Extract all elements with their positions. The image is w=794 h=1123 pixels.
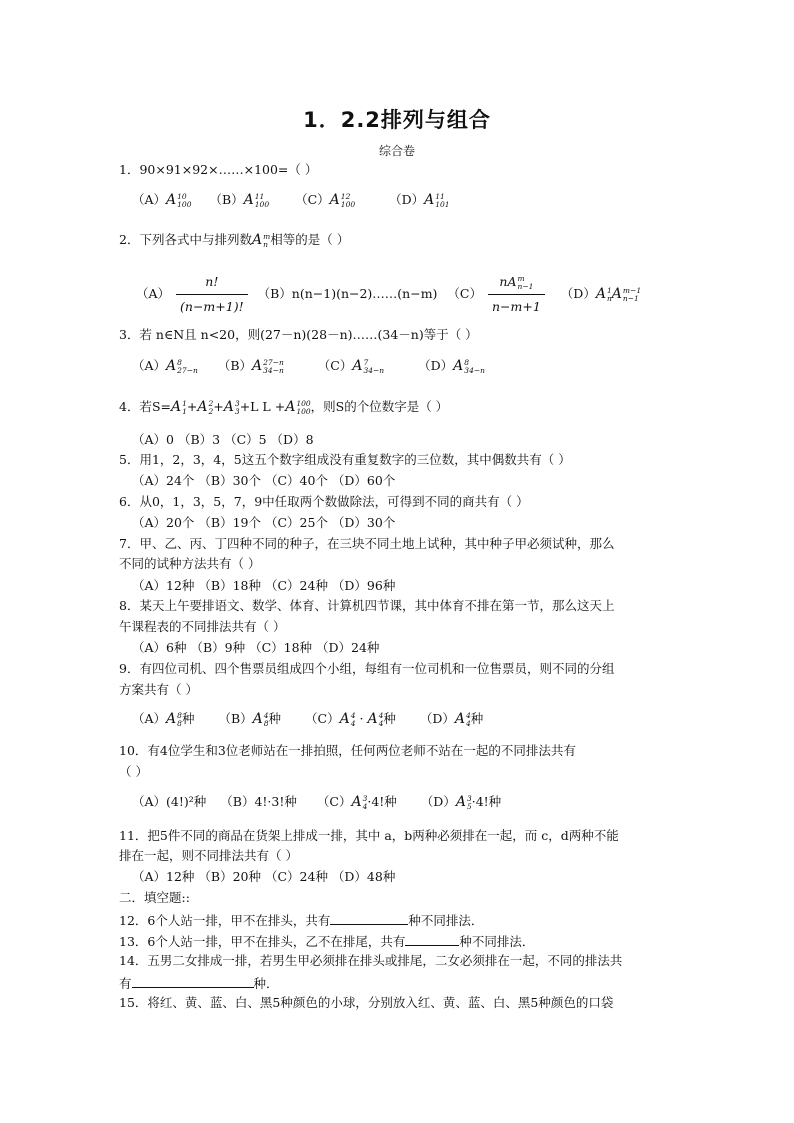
question-7-options: （A）12种 （B）18种 （C）24种 （D）96种 bbox=[132, 578, 396, 593]
question-3-options bbox=[132, 357, 485, 375]
q9-option-c: （C）A 4 4 · A 4 4 种 bbox=[305, 710, 396, 728]
q9-option-b: （B）A 4 8 种 bbox=[218, 710, 282, 728]
question-15-line1: 15．将红、黄、蓝、白、黑5种颜色的小球，分别放入红、黄、蓝、白、黑5种颜色的口袋 bbox=[119, 995, 614, 1010]
question-12: 12．6个人站一排，甲不在排头，共有 种不同排法． bbox=[119, 913, 484, 928]
q1-option-c: （C）A 12 100 bbox=[295, 191, 356, 209]
q1-option-b: （B）A 11 100 bbox=[209, 191, 270, 209]
q9-option-d: （D）A 4 4 种 bbox=[419, 710, 484, 728]
q1-option-a: （A）A 10 100 bbox=[132, 191, 192, 209]
question-5-options: （A）24个 （B）30个 （C）40个 （D）60个 bbox=[132, 473, 396, 488]
question-2-options bbox=[136, 272, 641, 317]
question-2-stem: 2．下列各式中与排列数A m n 相等的是（ ） bbox=[119, 231, 350, 249]
question-10-options bbox=[132, 793, 501, 811]
q3-option-b: （B）A 27−n 34−n bbox=[217, 357, 284, 375]
question-7-stem-line2: 不同的试种方法共有（ ） bbox=[119, 556, 261, 571]
question-6-stem: 6．从0，1，3，5，7，9中任取两个数做除法，可得到不同的商共有（ ） bbox=[119, 494, 529, 509]
question-8-stem-line2: 午课程表的不同排法共有（ ） bbox=[119, 619, 286, 634]
question-11-stem-line2: 排在一起，则不同排法共有（ ） bbox=[119, 848, 298, 863]
question-9-stem-line2: 方案共有（ ） bbox=[119, 682, 198, 697]
question-7-stem-line1: 7．甲、乙、丙、丁四种不同的种子，在三块不同土地上试种，其中种子甲必须试种，那么 bbox=[119, 536, 615, 551]
section-fill-in-heading: 二．填空题:: bbox=[119, 890, 190, 905]
question-1-options bbox=[132, 191, 450, 209]
page-title: 1．2.2排列与组合 bbox=[303, 108, 491, 132]
question-8-options: （A）6种 （B）9种 （C）18种 （D）24种 bbox=[132, 640, 380, 655]
q2-option-b: （B）n(n−1)(n−2)……(n−m) bbox=[257, 286, 438, 301]
q1-option-d: （D）A 11 101 bbox=[389, 191, 450, 209]
q13-answer-blank[interactable] bbox=[405, 932, 459, 946]
question-10-stem-line2: （ ） bbox=[119, 764, 148, 779]
q2-option-a: （A） $\frac{n!}{(n-m+1)!}$ bbox=[136, 272, 254, 317]
question-1-stem: 1．90×91×92×……×100=（ ） bbox=[119, 162, 318, 177]
q10-option-c: （C）A 3 4 ·4!种 bbox=[316, 793, 397, 811]
page-subtitle: 综合卷 bbox=[378, 144, 415, 158]
question-5-stem: 5．用1，2，3，4，5这五个数字组成没有重复数字的三位数，其中偶数共有（ ） bbox=[119, 452, 571, 467]
question-4-stem: 4．若S=A 1 1 +A 2 2 +A 3 3 +L L +A 100 100 ，则S的个位数字是（ ） bbox=[119, 398, 449, 416]
question-4-options: （A）0 （B）3 （C）5 （D）8 bbox=[132, 432, 314, 447]
q10-option-a: （A）(4!)²种 bbox=[132, 794, 207, 809]
question-14-line1: 14．五男二女排成一排，若男生甲必须排在排头或排尾，二女必须排在一起，不同的排法共 bbox=[119, 953, 623, 968]
question-10-stem-line1: 10．有4位学生和3位老师站在一排拍照，任何两位老师不站在一起的不同排法共有 bbox=[119, 743, 576, 758]
question-9-options bbox=[132, 710, 483, 728]
q14-answer-blank[interactable] bbox=[132, 974, 254, 988]
q12-answer-blank[interactable] bbox=[330, 911, 408, 925]
question-14-line2: 有 种． bbox=[119, 976, 279, 991]
q3-option-c: （C）A 7 34−n bbox=[317, 357, 385, 375]
question-11-options: （A）12种 （B）20种 （C）24种 （D）48种 bbox=[132, 869, 396, 884]
question-13: 13．6个人站一排，甲不在排头，乙不在排尾，共有 种不同排法． bbox=[119, 934, 535, 949]
q2-option-d: （D）A 1 n A m−1 n−1 bbox=[560, 285, 642, 303]
q3-option-a: （A）A 8 27−n bbox=[132, 357, 198, 375]
question-3-stem: 3．若 n∈N且 n<20，则(27－n)(28－n)……(34－n)等于（ ） bbox=[119, 327, 478, 342]
q3-option-d: （D）A 8 34−n bbox=[418, 357, 485, 375]
question-11-stem-line1: 11．把5件不同的商品在货架上排成一排，其中 a，b两种必须排在一起，而 c，d两种不能 bbox=[119, 828, 619, 843]
q2-option-c: （C） nA m n−1 n−m+1 bbox=[447, 272, 550, 317]
question-8-stem-line1: 8．某天上午要排语文、数学、体育、计算机四节课，其中体育不排在第一节，那么这天上 bbox=[119, 598, 615, 613]
q10-option-b: （B）4!·3!种 bbox=[220, 794, 297, 809]
question-6-options: （A）20个 （B）19个 （C）25个 （D）30个 bbox=[132, 515, 396, 530]
q10-option-d: （D）A 3 5 ·4!种 bbox=[420, 793, 502, 811]
question-9-stem-line1: 9．有四位司机、四个售票员组成四个小组，每组有一位司机和一位售票员，则不同的分组 bbox=[119, 661, 615, 676]
q9-option-a: （A）A 8 8 种 bbox=[132, 710, 195, 728]
